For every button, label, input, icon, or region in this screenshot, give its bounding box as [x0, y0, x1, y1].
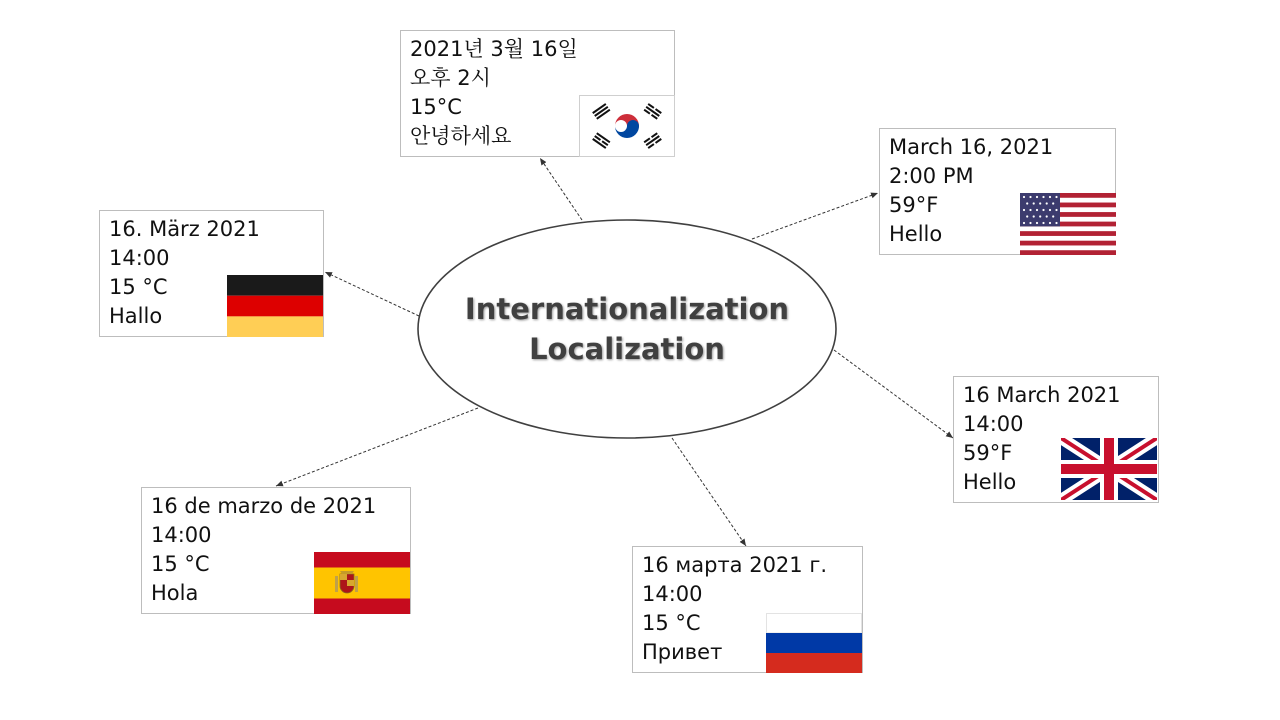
locale-card-spain	[141, 487, 411, 614]
date-text: 2021년 3월 16일	[410, 37, 578, 61]
greeting-text: Hello	[889, 222, 943, 246]
temperature-text: 59°F	[889, 193, 939, 217]
temperature-text: 15°C	[410, 95, 462, 119]
temperature-text: 15 °C	[642, 611, 701, 635]
temperature-text: 15 °C	[151, 552, 210, 576]
time-text: 오후 2시	[410, 66, 491, 90]
greeting-text: 안녕하세요	[410, 124, 512, 148]
locale-card-russia	[632, 546, 863, 673]
time-text: 14:00	[963, 412, 1024, 436]
date-text: 16 марта 2021 г.	[642, 553, 828, 577]
date-text: 16 March 2021	[963, 383, 1121, 407]
connector-germany	[325, 272, 419, 316]
center-title-line1: Internationalization	[464, 292, 790, 326]
temperature-text: 59°F	[963, 441, 1013, 465]
greeting-text: Hallo	[109, 304, 163, 328]
date-text: 16. März 2021	[109, 217, 260, 241]
locale-card-korea	[400, 30, 675, 157]
spain-flag-icon	[314, 552, 410, 614]
connector-korea	[540, 158, 582, 220]
time-text: 2:00 PM	[889, 164, 974, 188]
greeting-text: Привет	[642, 640, 723, 664]
time-text: 14:00	[151, 523, 212, 547]
locale-card-germany	[99, 210, 324, 337]
date-text: 16 de marzo de 2021	[151, 494, 377, 518]
usa-flag-icon	[1020, 193, 1116, 255]
locale-card-uk	[953, 376, 1159, 503]
temperature-text: 15 °C	[109, 275, 168, 299]
time-text: 14:00	[642, 582, 703, 606]
russia-flag-icon	[766, 613, 862, 673]
locale-card-usa	[879, 128, 1116, 255]
connector-russia	[672, 438, 746, 546]
connector-uk	[834, 350, 953, 438]
center-title	[418, 220, 836, 438]
uk-flag-icon	[1061, 438, 1157, 500]
greeting-text: Hello	[963, 470, 1017, 494]
date-text: March 16, 2021	[889, 135, 1054, 159]
germany-flag-icon	[227, 275, 323, 337]
south-korea-flag-icon	[579, 95, 675, 157]
greeting-text: Hola	[151, 581, 199, 605]
center-title-line2: Localization	[529, 332, 725, 366]
time-text: 14:00	[109, 246, 170, 270]
